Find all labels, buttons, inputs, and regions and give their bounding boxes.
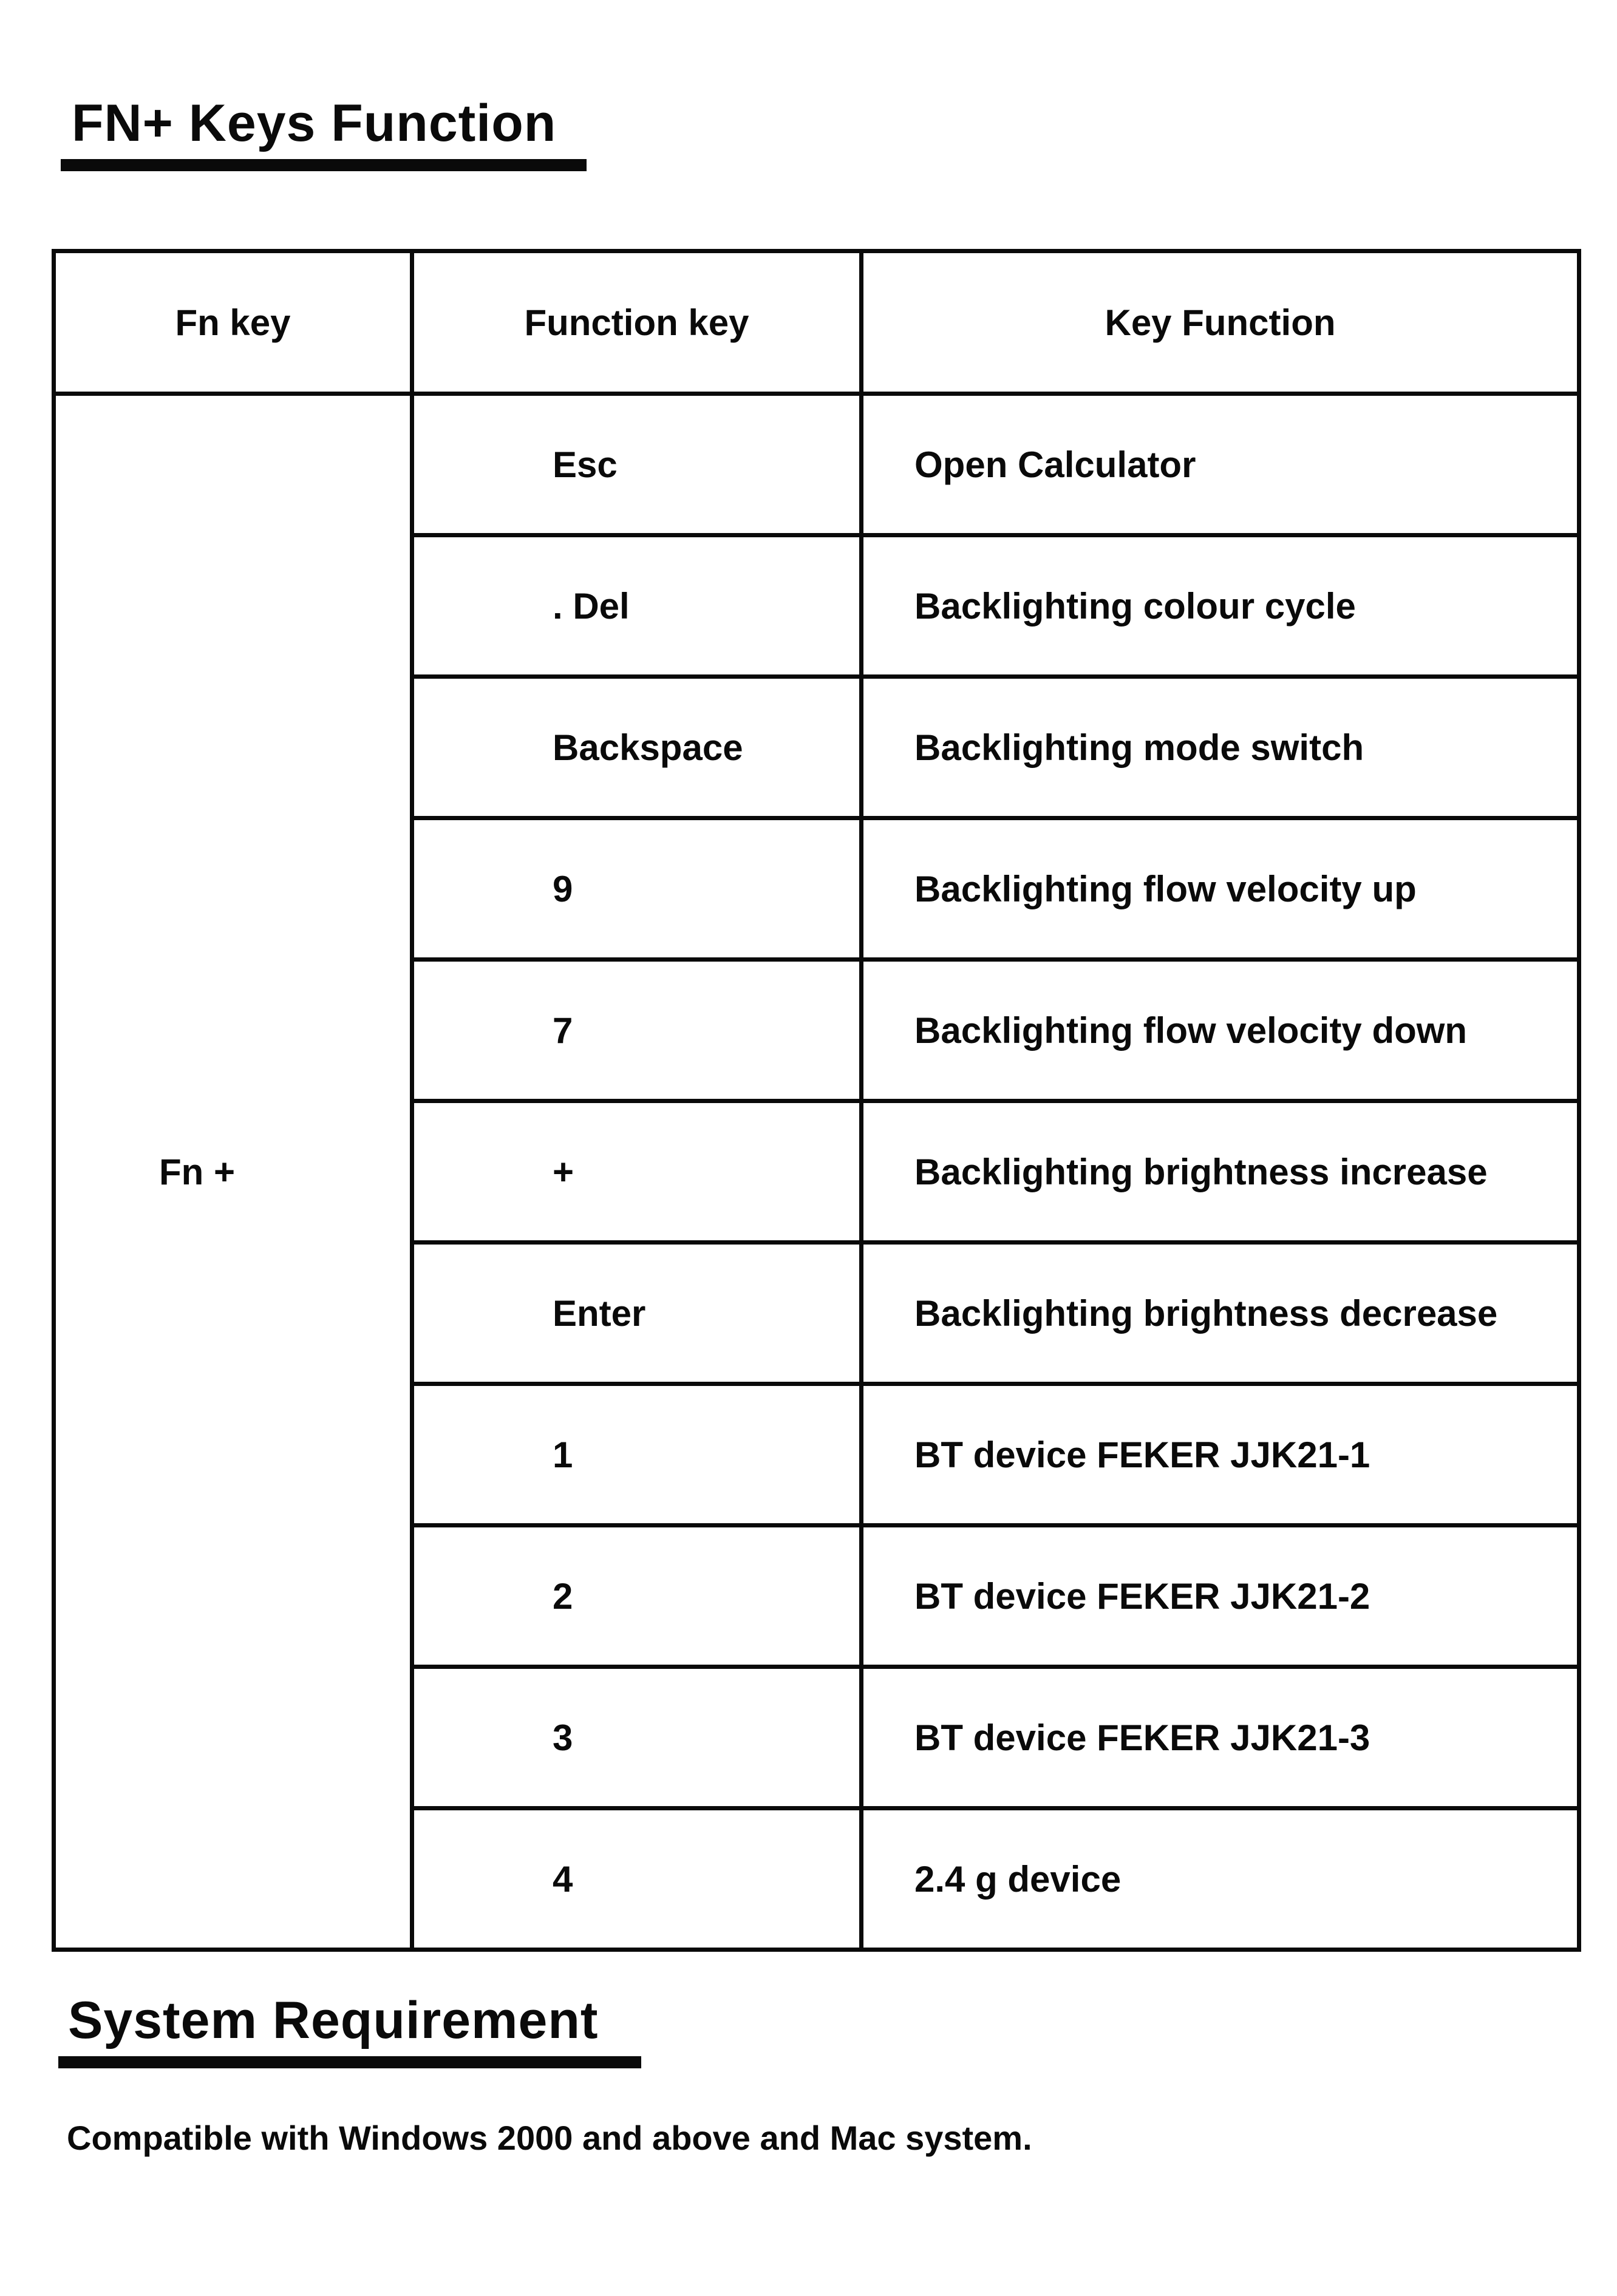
function-key-cell: 2 bbox=[412, 1526, 862, 1667]
key-function-cell: BT device FEKER JJK21-3 bbox=[862, 1667, 1579, 1809]
fn-modifier-cell: Fn + bbox=[54, 394, 412, 1950]
header-fn-key: Fn key bbox=[54, 251, 412, 394]
fn-keys-title-underline bbox=[61, 159, 587, 171]
function-key-cell: . Del bbox=[412, 535, 862, 677]
function-key-cell: + bbox=[412, 1101, 862, 1243]
key-function-cell: Backlighting brightness decrease bbox=[862, 1243, 1579, 1384]
function-key-cell: 3 bbox=[412, 1667, 862, 1809]
table-row bbox=[54, 394, 1579, 535]
key-function-cell: Backlighting colour cycle bbox=[862, 535, 1579, 677]
table-header-row bbox=[54, 251, 1579, 394]
system-requirement-title-underline bbox=[58, 2056, 641, 2068]
function-key-cell: 7 bbox=[412, 960, 862, 1101]
system-requirement-title: System Requirement bbox=[68, 1991, 599, 2050]
fn-keys-table bbox=[52, 249, 1581, 1952]
key-function-cell: Backlighting flow velocity up bbox=[862, 818, 1579, 960]
key-function-cell: Backlighting flow velocity down bbox=[862, 960, 1579, 1101]
function-key-cell: 4 bbox=[412, 1809, 862, 1950]
key-function-cell: Backlighting brightness increase bbox=[862, 1101, 1579, 1243]
function-key-cell: Esc bbox=[412, 394, 862, 535]
header-key-function: Key Function bbox=[862, 251, 1579, 394]
key-function-cell: BT device FEKER JJK21-2 bbox=[862, 1526, 1579, 1667]
key-function-cell: Backlighting mode switch bbox=[862, 677, 1579, 818]
key-function-cell: Open Calculator bbox=[862, 394, 1579, 535]
header-function-key: Function key bbox=[412, 251, 862, 394]
function-key-cell: Backspace bbox=[412, 677, 862, 818]
key-function-cell: 2.4 g device bbox=[862, 1809, 1579, 1950]
key-function-cell: BT device FEKER JJK21-1 bbox=[862, 1384, 1579, 1526]
function-key-cell: Enter bbox=[412, 1243, 862, 1384]
function-key-cell: 9 bbox=[412, 818, 862, 960]
fn-keys-title: FN+ Keys Function bbox=[72, 94, 557, 152]
compatibility-text: Compatible with Windows 2000 and above and Mac system. bbox=[67, 2119, 1032, 2157]
function-key-cell: 1 bbox=[412, 1384, 862, 1526]
